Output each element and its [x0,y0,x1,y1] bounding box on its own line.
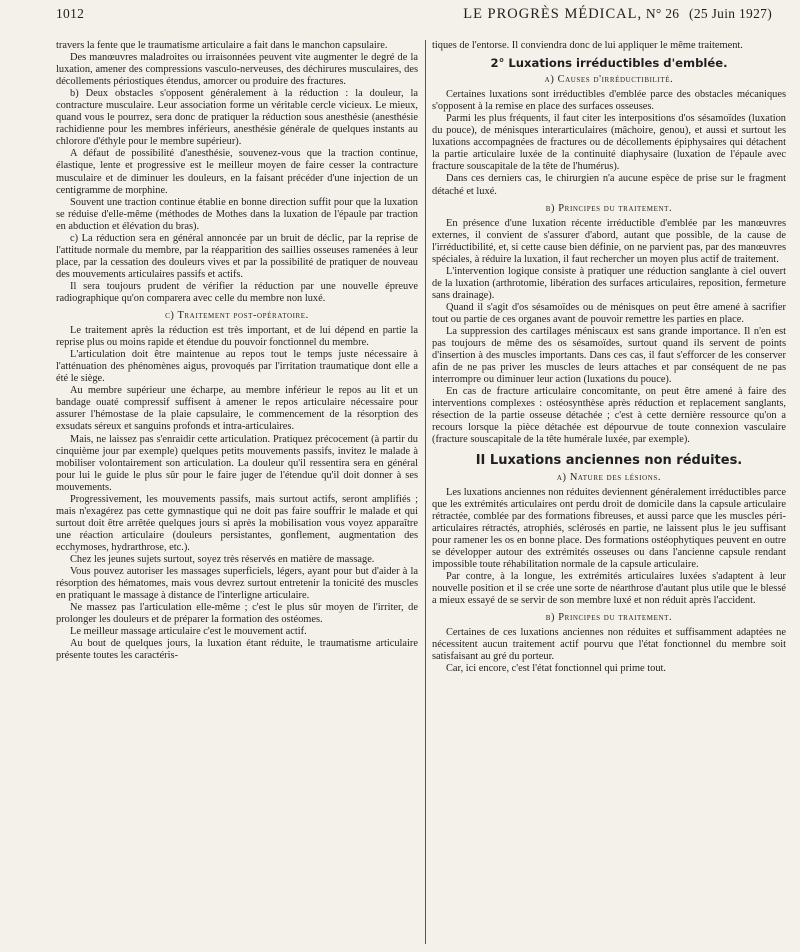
paragraph: Quand il s'agit d'os sésamoïdes ou de ménisques on peut être amené à sacrifier tout ou partie de ces organes avant de pouvoir remettre les parties en place. [432,301,786,325]
running-header [56,6,772,28]
paragraph: Dans ces derniers cas, le chirurgien n'a aucune espèce de prise sur le fragment détaché et luxé. [432,173,786,197]
paragraph: En cas de fracture articulaire concomitante, on peut être amené à faire des interventions complexes : ostéosynthèse après réduction et replacement sanglants, résection de la partie osseuse détachée ; c'est à cette dernière ressource qu'on a recours lorsque la pièce détachée est dépourvue de toute connexion vasculaire (fracture souscapitale de la tête humérale luxée, par exemple). [432,386,786,446]
paragraph: Parmi les plus fréquents, il faut citer les interpositions d'os sésamoïdes (luxation du pouce), de ménisques interarticulaires (mâchoire, genou), et aussi et surtout les luxations accompagnées de fractures ou de décollements épiphysaires qui détachent la partie articulaire luxée de la continuité diaphysaire (luxation de l'épaule avec fracture souscapitale de la tête de l'humérus). [432,113,786,173]
section-heading: 2° Luxations irréductibles d'emblée. [490,56,728,71]
journal-title: LE PROGRÈS MÉDICAL, [463,6,643,22]
paragraph: c) La réduction sera en général annoncée par un bruit de déclic, par la reprise de l'attitude normale du membre, par la réapparition des saillies osseuses ramenées à leur place, par la cessation des douleurs vives et par la possibilité de pratiquer de nouveau des mouvements articulaires passifs et actifs. [56,232,418,280]
section-heading: c) Traitement post-opératoire. [165,310,309,322]
section-heading: a) Nature des lésions. [556,471,662,483]
right-column [432,40,786,948]
paragraph: b) Deux obstacles s'opposent généralement à la réduction : la douleur, la contracture musculaire. Leur association forme un véritable cercle vicieux. Le mieux, quand vous le pourrez, sera donc de pratiquer la réduction sous anesthésie (anesthésie rachidienne pour les membres inférieurs, anesthésie générale de quelques instants au chlorore d'éthyle pour le membre supérieur). [56,88,418,148]
paragraph: Les luxations anciennes non réduites deviennent généralement irréductibles parce que les extrémités articulaires ont perdu droit de domicile dans la capsule articulaire rétractée, comblée par des formations fibreuses, et aussi parce que les muscles péri-articulaires rétractés, atrophiés, sclérosés en partie, ne laissent plus le jeu suffisant pour ramener les os en bonne place. Des formations ostéophytiques peuvent en outre se développer autour des extrémités osseuses ou dans l'ancienne capsule rendant impossible toute réhabilitation normale de la capsule articulaire. [432,486,786,570]
section-heading: b) Principes du traitement. [545,202,673,214]
left-column [56,40,418,948]
paragraph: Par contre, à la longue, les extrémités articulaires luxées s'adaptent à leur nouvelle position et il se crée une sorte de néarthrose d'autant plus utile que le blessé a mieux essayé de se servir de son membre luxé et non réduit après l'accident. [432,570,786,607]
section-heading: b) Principes du traitement. [545,612,673,624]
paragraph: travers la fente que le traumatisme articulaire a fait dans le manchon capsulaire. [56,40,388,51]
paragraph: L'articulation doit être maintenue au repos tout le temps juste nécessaire à l'atténuation des phénomènes aigus, provoqués par l'irritation traumatique dont elle a été le siège. [56,349,418,385]
journal-title-line [463,6,772,23]
paragraph: Certaines de ces luxations anciennes non réduites et suffisamment adaptées ne nécessitent aucun traitement actif pourvu que l'état fonctionnel du membre soit satisfaisant au gré du porteur. [432,627,786,663]
page-number: 1012 [56,6,85,21]
paragraph: En présence d'une luxation récente irréductible d'emblée par les manœuvres externes, il convient de s'assurer d'abord, autant que possible, de la cause de l'irréductibilité, et, si cette cause bien définie, on ne parvient pas, par des manœuvres spéciales, à réduire la luxation, il faut rechercher un moyen plus actif de traitement. [432,217,786,265]
paragraph: tiques de l'entorse. Il conviendra donc de lui appliquer le même traitement. [432,40,743,51]
paragraph: Ne massez pas l'articulation elle-même ; c'est le plus sûr moyen de l'irriter, de prolonger les douleurs et de préparer la formation des ostéomes. [56,602,418,626]
paragraph: A défaut de possibilité d'anesthésie, souvenez-vous que la traction continue, élastique, lente et progressive est le meilleur moyen de faire cesser la contracture musculaire et de diminuer les douleurs, en la faisant précéder d'une injection de un centigramme de morphine. [56,148,418,196]
section-heading: a) Causes d'irréductibilité. [544,74,674,86]
paragraph: L'intervention logique consiste à pratiquer une réduction sanglante à ciel ouvert de la luxation (arthrotomie, libération des surfaces articulaires, reposition, fermeture sans drainage). [432,265,786,301]
paragraph: Vous pouvez autoriser les massages superficiels, légers, ayant pour but d'aider à la résorption des hématomes, mais vous devrez surtout entretenir la tonicité des muscles en pratiquant le massage à distance de l'interligne articulaire. [56,566,418,602]
paragraph: Certaines luxations sont irréductibles d'emblée parce des obstacles mécaniques s'opposent à la remise en place des surfaces osseuses. [432,89,786,113]
column-divider [425,40,426,944]
paragraph: Au membre supérieur une écharpe, au membre inférieur le repos au lit et un bandage ouaté compressif suffisent à amener le repos articulaire nécessaire pour assurer l'hémostase de la plaie capsulaire, le commencement de la résorption des exsudats séreux et sanguins profonds et intra-articulaires. [56,385,418,433]
paragraph: Au bout de quelques jours, la luxation étant réduite, le traumatisme articulaire présente toutes les caractéris- [56,638,418,662]
section-heading: II Luxations anciennes non réduites. [475,452,743,468]
paragraph: Le traitement après la réduction est très important, et de lui dépend en partie la reprise plus ou moins rapide et étendue du pouvoir fonctionnel du membre. [56,325,418,349]
paragraph: Souvent une traction continue établie en bonne direction suffit pour que la luxation se réduise d'elle-même (méthodes de Mothes dans la luxation de l'épaule par traction en abduction et élévation du bras). [56,196,418,232]
paragraph: Des manœuvres maladroites ou irraisonnées peuvent vite augmenter le degré de la luxation, amener des compressions vasculo-nerveuses, des déchirures musculaires, des décollements périostiques étendus, amorcer ou produire des fractures. [56,52,418,88]
paragraph: Il sera toujours prudent de vérifier la réduction par une nouvelle épreuve radiographique qu'on comparera avec celle du membre non luxé. [56,280,418,304]
paragraph: La suppression des cartilages méniscaux est sans grande importance. Il n'en est pas toujours de même des os sésamoïdes, surtout quand ils servent de points d'insertion à des muscles importants. Dans ces cas, il faut s'efforcer de les conserver afin de ne pas priver les muscles de leurs attaches et par conséquent de ne pas interrompre ou diminuer leur action (luxations du pouce). [432,326,786,386]
paragraph: Car, ici encore, c'est l'état fonctionnel qui prime tout. [446,663,667,675]
paragraph: Chez les jeunes sujets surtout, soyez très réservés en matière de massage. [70,553,375,565]
issue-number: N° 26 [645,6,680,21]
issue-date: (25 Juin 1927) [689,6,772,21]
paragraph: Progressivement, les mouvements passifs, mais surtout actifs, seront amplifiés ; mais n'exagérez pas cette gymnastique qui ne doit pas faire souffrir le malade et qui surtout doit être arrêtée quelques jours si après la mobilisation vous voyez apparaître une réaction articulaire (douleurs persistantes, gonflement, augmentation des ecchymoses, hydrarthrose, etc.). [56,493,418,553]
paragraph: Le meilleur massage articulaire c'est le mouvement actif. [70,626,307,638]
paragraph: Mais, ne laissez pas s'enraidir cette articulation. Pratiquez précocement (à partir du cinquième jour par exemple) quelques petits mouvements passifs, invitez le malade à mobiliser volontairement son articulation. La douleur qu'il ressentira sera en général pour lui le guide le plus sûr pour le faire juger de l'étendue qu'il doit donner à ses mouvements. [56,433,418,493]
